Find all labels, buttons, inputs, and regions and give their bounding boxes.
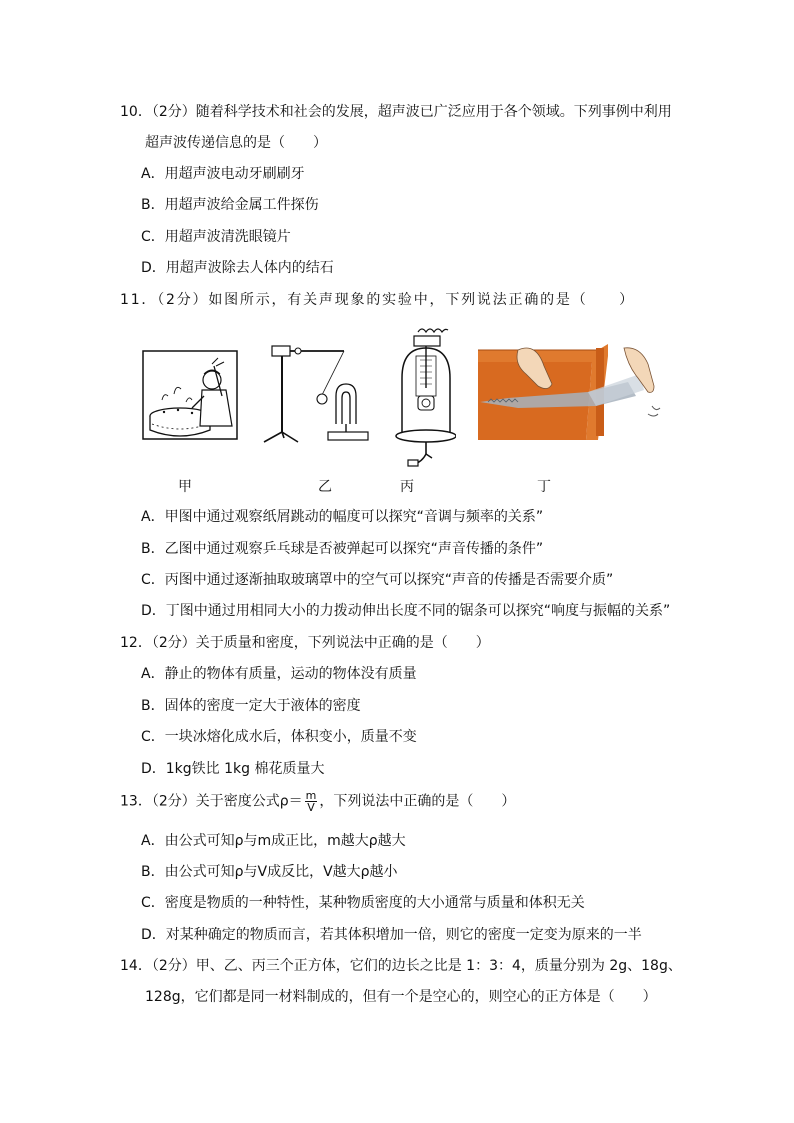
q13-option-c: C．密度是物质的一种特性，某种物质密度的大小通常与质量和体积无关 xyxy=(141,895,585,911)
q13-stem-pre: 13．（2分）关于密度公式ρ＝ xyxy=(120,793,303,810)
density-formula-fraction xyxy=(305,790,318,813)
q13-stem-post: ，下列说法中正确的是（ ） xyxy=(319,793,516,810)
figure-yi-tuning-fork xyxy=(258,340,376,446)
figure-bing-bell-jar xyxy=(392,326,456,468)
figure-label-ding: 丁 xyxy=(537,479,551,495)
q14-stem-line1: 14．（2分）甲、乙、丙三个正方体，它们的边长之比是 1：3：4，质量分别为 2g、18g、 xyxy=(120,958,682,974)
q12-option-b: B．固体的密度一定大于液体的密度 xyxy=(141,698,361,714)
q12-option-a: A．静止的物体有质量，运动的物体没有质量 xyxy=(141,666,417,682)
figure-ding-saw-blade xyxy=(478,344,664,440)
figure-jia-drum xyxy=(142,350,238,440)
q10-option-a: A．用超声波电动牙刷刷牙 xyxy=(141,166,305,182)
figure-label-yi: 乙 xyxy=(318,479,332,495)
fraction-numerator: m xyxy=(305,789,317,802)
q11-option-c: C．丙图中通过逐渐抽取玻璃罩中的空气可以探究“声音的传播是否需要介质” xyxy=(141,572,614,588)
q10-stem-line2: 超声波传递信息的是（ ） xyxy=(145,135,327,151)
q13-stem xyxy=(120,790,515,813)
figure-label-jia: 甲 xyxy=(178,479,192,495)
q12-option-d: D．1kg铁比 1kg 棉花质量大 xyxy=(141,761,325,777)
q10-option-c: C．用超声波清洗眼镜片 xyxy=(141,229,291,245)
q13-option-a: A．由公式可知ρ与m成正比，m越大ρ越大 xyxy=(141,833,406,849)
q12-option-c: C．一块冰熔化成水后，体积变小，质量不变 xyxy=(141,729,417,745)
q12-stem: 12．（2分）关于质量和密度，下列说法中正确的是（ ） xyxy=(120,635,490,651)
q10-stem-line1: 10．（2分）随着科学技术和社会的发展，超声波已广泛应用于各个领域。下列事例中利用 xyxy=(120,104,672,120)
figure-label-bing: 丙 xyxy=(400,479,414,495)
q13-option-d: D．对某种确定的物质而言，若其体积增加一倍，则它的密度一定变为原来的一半 xyxy=(141,927,642,943)
q13-option-b: B．由公式可知ρ与V成反比，V越大ρ越小 xyxy=(141,864,398,880)
q14-stem-line2: 128g，它们都是同一材料制成的，但有一个是空心的，则空心的正方体是（ ） xyxy=(145,989,657,1005)
fraction-denominator: V xyxy=(307,801,315,814)
q10-option-b: B．用超声波给金属工件探伤 xyxy=(141,197,319,213)
q10-option-d: D．用超声波除去人体内的结石 xyxy=(141,260,334,276)
q11-stem: 11．（2分）如图所示，有关声现象的实验中，下列说法正确的是（ ） xyxy=(120,292,635,308)
q11-option-d: D．丁图中通过用相同大小的力拨动伸出长度不同的锯条可以探究“响度与振幅的关系” xyxy=(141,603,671,619)
q11-option-b: B．乙图中通过观察乒乓球是否被弹起可以探究“声音传播的条件” xyxy=(141,541,544,557)
q11-option-a: A．甲图中通过观察纸屑跳动的幅度可以探究“音调与频率的关系” xyxy=(141,509,544,525)
